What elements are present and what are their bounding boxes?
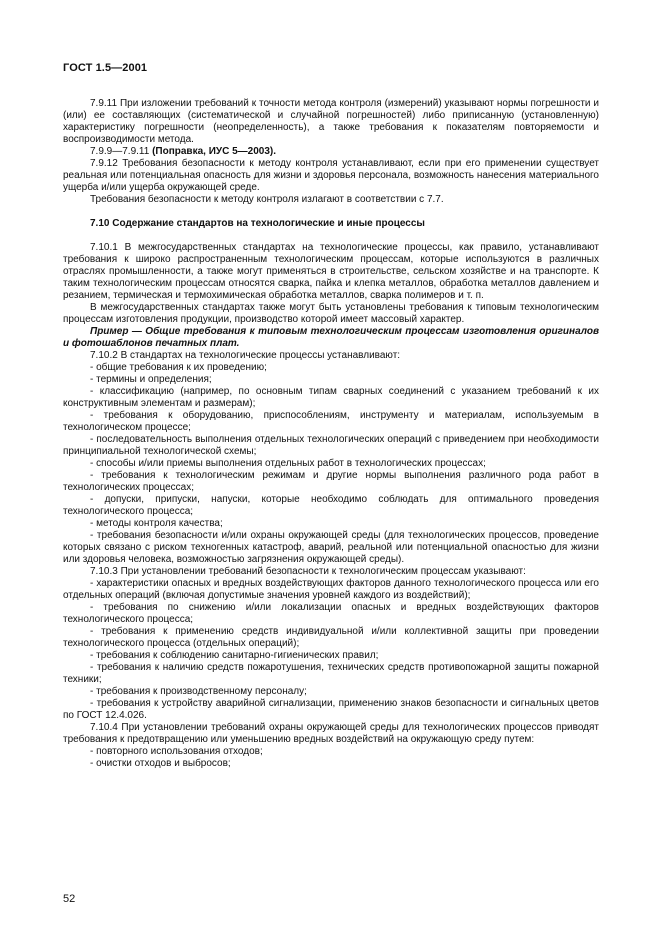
section-heading-7-10: 7.10 Содержание стандартов на технологические и иные процессы xyxy=(90,218,425,229)
list-item: - повторного использования отходов; xyxy=(90,746,263,757)
page-number: 52 xyxy=(63,893,76,905)
amendment-note: (Поправка, ИУС 5—2003). xyxy=(152,146,277,157)
list-item: - требования к применению средств индивидуальной и/или коллективной защиты при проведении технологического процесса (отдельных операций); xyxy=(63,626,599,649)
list-item: - методы контроля качества; xyxy=(90,518,223,529)
list-item: - термины и определения; xyxy=(90,374,212,385)
list-item: - требования к устройству аварийной сигнализации, применению знаков безопасности и сигнальных цветов по ГОСТ 12.4.026. xyxy=(63,698,599,721)
paragraph-7-10-4: 7.10.4 При установлении требований охраны окружающей среды для технологических процессов приводят требования к предотвращению или уменьшению вредных воздействий на окружающую среду путем: xyxy=(63,722,599,745)
paragraph-amendment xyxy=(63,146,599,158)
list-item: - требования к производственному персоналу; xyxy=(90,686,307,697)
list-item: - требования к технологическим режимам и другие нормы выполнения различного рода работ в технологических процессах; xyxy=(63,470,599,493)
list-item: - требования к наличию средств пожаротушения, технических средств противопожарной защиты пожарной техники; xyxy=(63,662,599,685)
list-item: - общие требования к их проведению; xyxy=(90,362,267,373)
paragraph-7-10-3: 7.10.3 При установлении требований безопасности к технологическим процессам указывают: xyxy=(90,566,526,577)
paragraph-7-9-11: 7.9.11 При изложении требований к точности метода контроля (измерений) указывают нормы погрешности и (или) ее составляющих (систематической и случайной погрешностей) либо приписанную (установленную) характеристику погрешности (неопределенность), а также требования к показателям повторяемости и воспроизводимости метода. xyxy=(63,98,599,145)
list-item: - очистки отходов и выбросов; xyxy=(90,758,231,769)
list-item: - последовательность выполнения отдельных технологических операций с приведением при необходимости принципиальной технологической схемы; xyxy=(63,434,599,457)
document-body xyxy=(63,98,599,770)
list-item: - характеристики опасных и вредных воздействующих факторов данного технологического процесса или его отдельных операций (включая допустимые значения уровней каждого из воздействий); xyxy=(63,578,599,601)
list-item: - требования по снижению и/или локализации опасных и вредных воздействующих факторов технологического процесса; xyxy=(63,602,599,625)
list-item: - требования к оборудованию, приспособлениям, инструменту и материалам, используемым в технологическом процессе; xyxy=(63,410,599,433)
paragraph-safety-7-7: Требования безопасности к методу контроля излагают в соответствии с 7.7. xyxy=(90,194,444,205)
example-note: Пример — Общие требования к типовым технологическим процессам изготовления оригиналов и фотошаблонов печатных плат. xyxy=(63,326,599,349)
paragraph-7-10-2: 7.10.2 В стандартах на технологические процессы устанавливают: xyxy=(90,350,401,361)
list-item: - классификацию (например, по основным типам сварных соединений с указанием требований к их конструктивным элементам и размерам); xyxy=(63,386,599,409)
paragraph-typical-processes: В межгосударственных стандартах также могут быть установлены требования к типовым технологическим процессам изготовления продукции, производство которой имеет массовый характер. xyxy=(63,302,599,325)
list-item: - допуски, припуски, напуски, которые необходимо соблюдать для оптимального проведения технологического процесса; xyxy=(63,494,599,517)
amendment-ref: 7.9.9—7.9.11 xyxy=(90,146,150,157)
list-item: - требования безопасности и/или охраны окружающей среды (для технологических процессов, проведение которых связано с риском техногенных катастроф, аварий, реальной или потенциальной опасностью для жизни или здоровья человека, возможностью загрязнения окружающей среды). xyxy=(63,530,599,565)
list-item: - способы и/или приемы выполнения отдельных работ в технологических процессах; xyxy=(90,458,486,469)
page-header: ГОСТ 1.5—2001 xyxy=(63,62,148,74)
paragraph-7-9-12: 7.9.12 Требования безопасности к методу контроля устанавливают, если при его применении существует реальная или потенциальная опасность для жизни и здоровья персонала, возможность нанесения материального ущерба и/или ущерба окружающей среде. xyxy=(63,158,599,193)
paragraph-7-10-1: 7.10.1 В межгосударственных стандартах на технологические процессы, как правило, устанавливают требования к широко распространенным технологическим процессам, которые используются в различных отраслях промышленности, а также могут применяться в строительстве, сельском хозяйстве и на транспорте. К таким технологическим процессам относятся сварка, пайка и клепка металлов, обработка металлов давлением и резанием, термическая и термохимическая обработка металлов, сварка полимеров и т. п. xyxy=(63,242,599,301)
list-item: - требования к соблюдению санитарно-гигиенических правил; xyxy=(90,650,379,661)
